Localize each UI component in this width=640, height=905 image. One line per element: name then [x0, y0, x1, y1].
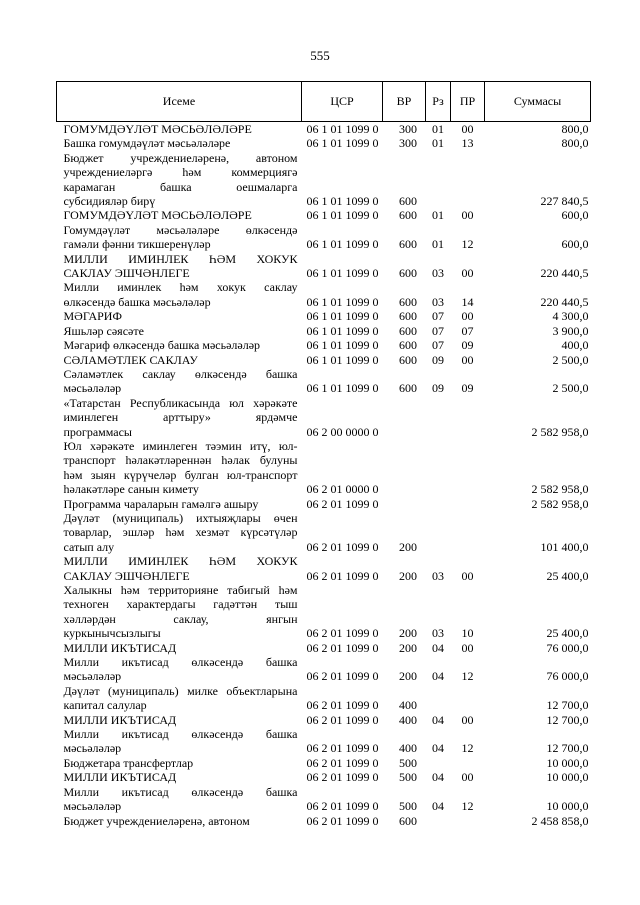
row-name-line: транспорт һәлакәтләреннән һәлак булуны [63, 453, 298, 468]
row-pr [451, 756, 485, 770]
row-pr: 00 [461, 712, 474, 727]
row-pr: 12 [461, 669, 474, 684]
row-name-line: Милли иминлек һәм хокук саклау [63, 280, 298, 295]
row-name-line: Яшьләр сәясәте [63, 323, 144, 338]
row-sum: 220 440,5 [540, 266, 589, 281]
table-row [57, 756, 591, 770]
row-name [57, 814, 302, 828]
row-sum: 2 582 958,0 [531, 482, 589, 497]
row-rz [426, 151, 451, 209]
row-name [57, 367, 302, 396]
row-csr: 06 2 00 0000 0 [306, 424, 379, 439]
row-sum: 2 458 858,0 [531, 813, 589, 828]
row-name-line: САКЛАУ ЭШЧӘНЛЕГЕ [63, 266, 190, 281]
header-csr: ЦСР [302, 82, 383, 122]
row-sum: 227 840,5 [540, 194, 589, 209]
row-sum: 800,0 [561, 122, 589, 136]
row-sum: 2 500,0 [552, 352, 589, 367]
row-pr [451, 684, 485, 713]
budget-table [56, 81, 591, 828]
row-vr: 600 [399, 309, 417, 324]
row-name-line: МИЛЛИ ИКЪТИСАД [63, 712, 177, 727]
row-sum: 12 700,0 [546, 712, 589, 727]
row-name-line: Бюджет учреждениеләренә, автоном [63, 813, 250, 828]
row-pr [451, 439, 485, 497]
row-sum: 10 000,0 [546, 799, 589, 814]
row-rz [426, 511, 451, 554]
row-csr: 06 1 01 1099 0 [306, 136, 379, 151]
row-sum: 800,0 [561, 136, 589, 151]
row-vr: 600 [399, 381, 417, 396]
row-name [57, 713, 302, 727]
row-rz [426, 814, 451, 828]
row-sum: 12 700,0 [546, 698, 589, 713]
row-name-line: Дәүләт (муниципаль) ихтыяҗлары өчен [63, 510, 298, 525]
row-rz: 07 [432, 338, 444, 353]
row-name-line: куркынычсызлыгы [63, 626, 161, 641]
table-row [57, 814, 591, 828]
row-pr [451, 151, 485, 209]
row-pr: 00 [461, 770, 474, 785]
header-sum: Суммасы [485, 82, 591, 122]
header-name: Исеме [57, 82, 302, 122]
row-pr: 00 [461, 266, 474, 281]
header-row [57, 82, 591, 122]
row-name-line: иминлеген арттыру» ярдәмче [63, 410, 298, 425]
row-name [57, 208, 302, 222]
row-vr: 200 [399, 539, 417, 554]
table-row [57, 727, 591, 756]
row-name [57, 309, 302, 323]
row-name-line: ГОМУМДӘҮЛӘТ МӘСЬӘЛӘЛӘРЕ [63, 122, 252, 136]
row-name-line: мәсьәләләр [63, 669, 122, 684]
row-name-line: Бюджет учреждениеләренә, автоном [63, 150, 298, 165]
row-name-line: Милли икътисад өлкәсендә башка [63, 655, 298, 670]
row-pr: 00 [461, 309, 474, 324]
row-name [57, 122, 302, 137]
row-rz: 03 [432, 568, 444, 583]
row-name-line: «Татарстан Республикасында юл хәрәкәте [63, 395, 298, 410]
row-csr: 06 1 01 1099 0 [306, 352, 379, 367]
row-vr [383, 396, 426, 439]
table-row [57, 497, 591, 511]
row-csr: 06 2 01 1099 0 [306, 755, 379, 770]
table-row [57, 252, 591, 281]
row-vr: 600 [399, 352, 417, 367]
row-name-line: Гомумдәүләт мәсьәләләре өлкәсендә [63, 222, 298, 237]
row-csr: 06 1 01 1099 0 [306, 309, 379, 324]
row-rz: 01 [432, 122, 444, 136]
row-sum: 3 900,0 [552, 323, 589, 338]
row-name-line: МӘГАРИФ [63, 309, 122, 324]
row-rz: 03 [432, 266, 444, 281]
row-vr: 400 [399, 698, 417, 713]
row-name-line: Программа чараларын гамәлгә ашыру [63, 496, 259, 511]
row-vr [383, 497, 426, 511]
row-sum: 600,0 [561, 237, 589, 252]
table-row [57, 324, 591, 338]
row-csr: 06 2 01 1099 0 [306, 539, 379, 554]
row-name-line: мәсьәләләр [63, 381, 122, 396]
row-csr: 06 1 01 1099 0 [306, 323, 379, 338]
row-vr: 300 [399, 122, 417, 136]
row-csr: 06 1 01 1099 0 [306, 208, 379, 223]
row-csr: 06 1 01 1099 0 [306, 122, 379, 136]
row-name-line: мәсьәләләр [63, 799, 122, 814]
row-name [57, 396, 302, 439]
row-csr: 06 2 01 1099 0 [306, 741, 379, 756]
row-name-line: Башка гомумдәүләт мәсьәләләре [63, 136, 231, 151]
row-name [57, 727, 302, 756]
row-name-line: МИЛЛИ ИМИНЛЕК ҺӘМ ХОКУК [63, 554, 298, 569]
row-csr: 06 2 01 1099 0 [306, 669, 379, 684]
table-row [57, 151, 591, 209]
table-row [57, 770, 591, 784]
row-csr: 06 2 01 1099 0 [306, 813, 379, 828]
row-name-line: мәсьәләләр [63, 741, 122, 756]
row-csr: 06 2 01 1099 0 [306, 698, 379, 713]
header-rz: Рз [426, 82, 451, 122]
row-rz: 01 [432, 237, 444, 252]
row-sum: 25 400,0 [546, 626, 589, 641]
row-pr: 00 [461, 568, 474, 583]
row-vr: 200 [399, 568, 417, 583]
row-rz: 04 [432, 741, 444, 756]
table-row [57, 655, 591, 684]
table-row [57, 554, 591, 583]
row-sum: 10 000,0 [546, 770, 589, 785]
row-sum: 2 582 958,0 [531, 496, 589, 511]
row-pr: 10 [461, 626, 474, 641]
row-pr: 12 [461, 237, 474, 252]
table-row [57, 367, 591, 396]
row-name-line: һәлакәтләре санын кимету [63, 482, 199, 497]
row-rz [426, 497, 451, 511]
row-vr: 200 [399, 626, 417, 641]
row-csr: 06 2 01 1099 0 [306, 712, 379, 727]
row-name-line: ГОМУМДӘҮЛӘТ МӘСЬӘЛӘЛӘРЕ [63, 208, 252, 223]
row-name-line: Милли икътисад өлкәсендә башка [63, 784, 298, 799]
row-name-line: Халыкны һәм территорияне табигый һәм [63, 583, 298, 597]
row-name-line: МИЛЛИ ИКЪТИСАД [63, 640, 177, 655]
row-name [57, 151, 302, 209]
row-name-line: Мәгариф өлкәсендә башка мәсьәләләр [63, 338, 261, 353]
row-name [57, 439, 302, 497]
row-sum: 10 000,0 [546, 755, 589, 770]
row-csr: 06 1 01 1099 0 [306, 294, 379, 309]
row-sum: 76 000,0 [546, 640, 589, 655]
row-rz: 09 [432, 381, 444, 396]
table-row [57, 223, 591, 252]
row-name [57, 756, 302, 770]
page-number: 555 [310, 48, 330, 63]
row-csr: 06 2 01 0000 0 [306, 482, 379, 497]
table-row [57, 713, 591, 727]
row-name-line: САКЛАУ ЭШЧӘНЛЕГЕ [63, 568, 190, 583]
row-csr: 06 2 01 1099 0 [306, 496, 379, 511]
row-pr [451, 511, 485, 554]
row-name-line: товарлар, эшләр һәм хезмәт күрсәтүләр [63, 525, 298, 540]
row-name [57, 353, 302, 367]
row-sum: 25 400,0 [546, 568, 589, 583]
row-sum: 220 440,5 [540, 294, 589, 309]
row-name [57, 655, 302, 684]
row-vr: 500 [399, 799, 417, 814]
row-csr: 06 1 01 1099 0 [306, 237, 379, 252]
row-name-line: Юл хәрәкәте иминлеген тәэмин итү, юл- [63, 438, 298, 453]
row-pr: 00 [461, 640, 474, 655]
row-name [57, 511, 302, 554]
row-csr: 06 1 01 1099 0 [306, 194, 379, 209]
row-rz [426, 439, 451, 497]
row-csr: 06 2 01 1099 0 [306, 770, 379, 785]
row-vr: 200 [399, 640, 417, 655]
row-name-line: субсидияләр бирү [63, 194, 156, 209]
row-name [57, 338, 302, 352]
row-rz: 04 [432, 640, 444, 655]
table-row [57, 583, 591, 641]
row-name [57, 280, 302, 309]
row-vr: 400 [399, 712, 417, 727]
row-name-line: техноген характердагы гадәттән тыш [63, 597, 298, 612]
row-pr: 09 [461, 338, 474, 353]
row-csr: 06 2 01 1099 0 [306, 568, 379, 583]
row-name-line: программасы [63, 424, 132, 439]
row-pr: 00 [461, 352, 474, 367]
row-vr: 600 [399, 338, 417, 353]
row-sum: 76 000,0 [546, 669, 589, 684]
row-sum: 12 700,0 [546, 741, 589, 756]
row-vr: 300 [399, 136, 417, 151]
row-csr: 06 1 01 1099 0 [306, 381, 379, 396]
row-rz: 03 [432, 294, 444, 309]
row-rz: 03 [432, 626, 444, 641]
row-name [57, 684, 302, 713]
row-vr: 600 [399, 237, 417, 252]
header-vr: ВР [383, 82, 426, 122]
row-pr: 12 [461, 741, 474, 756]
table-row [57, 785, 591, 814]
table-body [57, 122, 591, 828]
row-name-line: Дәүләт (муниципаль) милке объектларына [63, 683, 298, 698]
row-rz: 01 [432, 208, 444, 223]
row-csr: 06 1 01 1099 0 [306, 266, 379, 281]
row-rz: 04 [432, 799, 444, 814]
row-vr: 600 [399, 208, 417, 223]
row-rz [426, 756, 451, 770]
table-row [57, 309, 591, 323]
row-name-line: хәлләрдән саклау, янгын [63, 611, 298, 626]
header-pr: ПР [451, 82, 485, 122]
row-vr: 200 [399, 669, 417, 684]
row-rz: 07 [432, 309, 444, 324]
row-pr: 07 [461, 323, 474, 338]
table-row [57, 122, 591, 137]
row-name [57, 785, 302, 814]
row-name-line: сатып алу [63, 539, 115, 554]
row-sum: 2 500,0 [552, 381, 589, 396]
table-row [57, 511, 591, 554]
row-pr [451, 396, 485, 439]
row-pr: 13 [461, 136, 474, 151]
table-row [57, 439, 591, 497]
row-name [57, 770, 302, 784]
row-name [57, 223, 302, 252]
row-vr: 600 [399, 323, 417, 338]
row-sum: 600,0 [561, 208, 589, 223]
row-name [57, 583, 302, 641]
row-vr: 600 [399, 266, 417, 281]
row-name-line: МИЛЛИ ИКЪТИСАД [63, 770, 177, 785]
row-name-line: гамәли фәнни тикшеренүләр [63, 237, 211, 252]
row-sum: 2 582 958,0 [531, 424, 589, 439]
row-name-line: һәм зыян күрүчеләр булган юл-транспорт [63, 467, 298, 482]
row-csr: 06 1 01 1099 0 [306, 338, 379, 353]
row-vr: 600 [399, 194, 417, 209]
row-name [57, 252, 302, 281]
table-row [57, 684, 591, 713]
row-rz [426, 396, 451, 439]
table-row [57, 396, 591, 439]
row-name-line: Бюджетара трансфертлар [63, 755, 194, 770]
row-rz: 01 [432, 136, 444, 151]
row-sum: 4 300,0 [552, 309, 589, 324]
row-pr: 14 [461, 294, 474, 309]
row-pr [451, 814, 485, 828]
row-name [57, 136, 302, 150]
row-name [57, 497, 302, 511]
table-row [57, 136, 591, 150]
row-name [57, 641, 302, 655]
row-rz: 07 [432, 323, 444, 338]
row-name-line: МИЛЛИ ИМИНЛЕК ҺӘМ ХОКУК [63, 251, 298, 266]
row-rz: 04 [432, 712, 444, 727]
row-rz: 09 [432, 352, 444, 367]
row-vr: 500 [399, 770, 417, 785]
row-name-line: капитал салулар [63, 698, 147, 713]
row-name-line: Милли икътисад өлкәсендә башка [63, 727, 298, 742]
row-csr: 06 2 01 1099 0 [306, 626, 379, 641]
row-name-line: өлкәсендә башка мәсьәләләр [63, 294, 211, 309]
table-row [57, 353, 591, 367]
row-name [57, 324, 302, 338]
row-pr: 00 [461, 122, 474, 136]
row-csr: 06 2 01 1099 0 [306, 799, 379, 814]
table-row [57, 280, 591, 309]
row-name-line: учреждениеләргә һәм коммерциягә [63, 165, 298, 180]
row-pr: 00 [461, 208, 474, 223]
row-vr: 600 [399, 813, 417, 828]
row-pr: 12 [461, 799, 474, 814]
row-pr [451, 497, 485, 511]
row-sum: 101 400,0 [540, 539, 589, 554]
table-row [57, 208, 591, 222]
row-rz: 04 [432, 669, 444, 684]
row-vr: 500 [399, 755, 417, 770]
row-pr: 09 [461, 381, 474, 396]
row-rz: 04 [432, 770, 444, 785]
row-sum: 400,0 [561, 338, 589, 353]
row-csr: 06 2 01 1099 0 [306, 640, 379, 655]
row-name [57, 554, 302, 583]
row-name-line: Сәламәтлек саклау өлкәсендә башка [63, 366, 298, 381]
table-row [57, 641, 591, 655]
row-vr: 400 [399, 741, 417, 756]
table-row [57, 338, 591, 352]
row-rz [426, 684, 451, 713]
row-name-line: СӘЛАМӘТЛЕК САКЛАУ [63, 352, 198, 367]
row-vr: 600 [399, 294, 417, 309]
row-vr [383, 439, 426, 497]
row-name-line: карамаган башка оешмаларга [63, 179, 298, 194]
